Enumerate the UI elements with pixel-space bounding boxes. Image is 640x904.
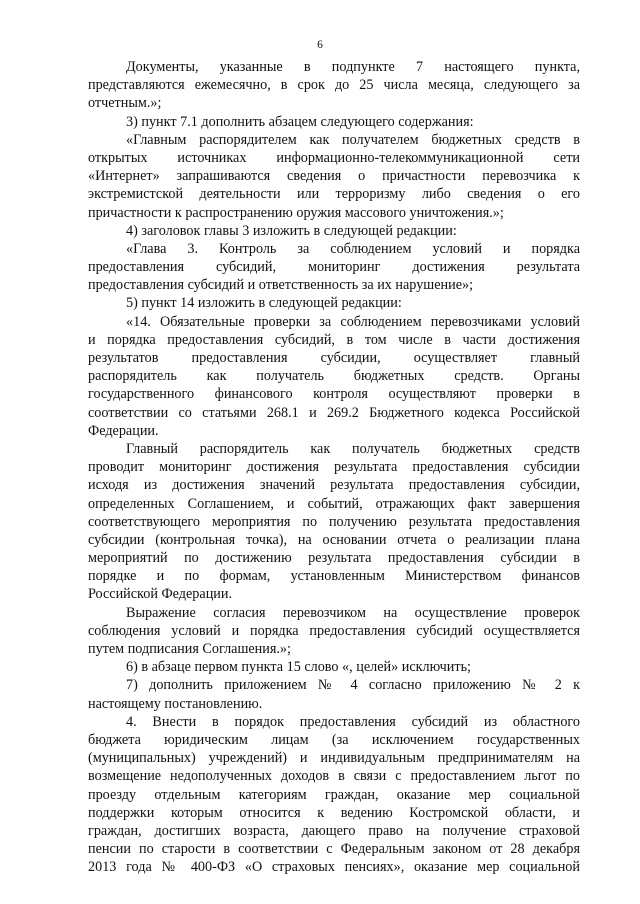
text-line: Российской Федерации.: [88, 586, 233, 603]
text-line: путем подписания Соглашения.»;: [88, 641, 291, 657]
text-line: государственного финансового контроля осуществляют проверки в: [88, 386, 580, 403]
text-line: 4. Внести в порядок предоставления субсидий из областного: [126, 713, 580, 730]
text-line: представляются ежемесячно, в срок до 25 числа месяца, следующего за: [88, 77, 580, 94]
text-line: 2013 года № 400-ФЗ «О страховых пенсиях», оказание мер социальной: [88, 859, 580, 876]
text-line: проезду отдельным категориям граждан, оказание мер социальной: [88, 786, 580, 803]
text-line: Выражение согласия перевозчиком на осуществление проверок: [126, 604, 580, 621]
text-line: порядке и по формам, установленным Министерством финансов: [88, 568, 580, 585]
text-line: экстремистской деятельности или терроризму либо сведения о его: [88, 186, 580, 203]
text-line: и порядка предоставления субсидий, в том числе в части достижения: [88, 331, 580, 348]
text-line: Федерации.: [88, 422, 159, 439]
text-line: бюджета юридическим лицам (за исключением государственных: [88, 731, 580, 748]
text-line: соответствии со статьями 268.1 и 269.2 Бюджетного кодекса Российской: [88, 404, 580, 421]
text-line: «Главным распорядителем как получателем бюджетных средств в: [126, 131, 580, 148]
text-line: «Глава 3. Контроль за соблюдением условий и порядка: [126, 240, 580, 257]
text-line: проводит мониторинг достижения результата предоставления субсидии: [88, 459, 580, 476]
text-line: определенных Соглашением, и событий, отражающих факт завершения: [88, 495, 580, 512]
text-line: открытых источниках информационно-телекоммуникационной сети: [88, 149, 580, 166]
text-line: 6) в абзаце первом пункта 15 слово «, целей» исключить;: [126, 659, 471, 676]
text-line: предоставления субсидий, мониторинг достижения результата: [88, 259, 580, 276]
text-line: возмещение недополученных доходов в связи с предоставлением льгот по: [88, 768, 580, 785]
document-body: [88, 58, 580, 876]
text-line: настоящему постановлению.: [88, 695, 263, 712]
text-line: субсидии (контрольная точка), на основании отчета о реализации плана: [88, 531, 580, 548]
text-line: Главный распорядитель как получатель бюджетных средств: [126, 440, 580, 457]
text-line: причастности к распространению оружия массового уничтожения.»;: [88, 204, 504, 221]
text-line: пенсии по старости в соответствии с Федеральным законом от 28 декабря: [88, 841, 580, 858]
text-line: предоставления субсидий и ответственность за их нарушение»;: [88, 277, 474, 294]
text-line: 3) пункт 7.1 дополнить абзацем следующего содержания:: [126, 113, 474, 130]
text-line: распорядитель как получатель бюджетных средств. Органы: [88, 368, 580, 385]
text-line: поддержки которым относится к ведению Костромской области, и: [88, 804, 580, 821]
text-line: граждан, достигших возраста, дающего право на получение страховой: [88, 822, 580, 839]
text-line: «Интернет» запрашиваются сведения о причастности перевозчика к: [88, 168, 580, 185]
text-line: Документы, указанные в подпункте 7 настоящего пункта,: [126, 59, 580, 75]
page-number: 6: [317, 39, 323, 51]
text-line: соблюдения условий и порядка предоставления субсидий осуществляется: [88, 622, 580, 639]
text-line: 4) заголовок главы 3 изложить в следующей редакции:: [126, 222, 457, 239]
text-line: «14. Обязательные проверки за соблюдением перевозчиками условий: [126, 313, 580, 330]
text-line: 7) дополнить приложением № 4 согласно приложению № 2 к: [126, 677, 580, 694]
text-line: результатов предоставления субсидии, осуществляет главный: [88, 350, 580, 366]
text-line: соответствующего мероприятия по получению результата предоставления: [88, 513, 580, 530]
text-line: мероприятий по достижению результата предоставления субсидии в: [88, 550, 580, 567]
text-line: (муниципальных) учреждений) и индивидуальным предпринимателям на: [88, 750, 580, 767]
text-line: 5) пункт 14 изложить в следующей редакции:: [126, 295, 402, 312]
text-line: отчетным.»;: [88, 95, 162, 112]
text-line: исходя из достижения значений результата предоставления субсидии,: [88, 477, 580, 494]
